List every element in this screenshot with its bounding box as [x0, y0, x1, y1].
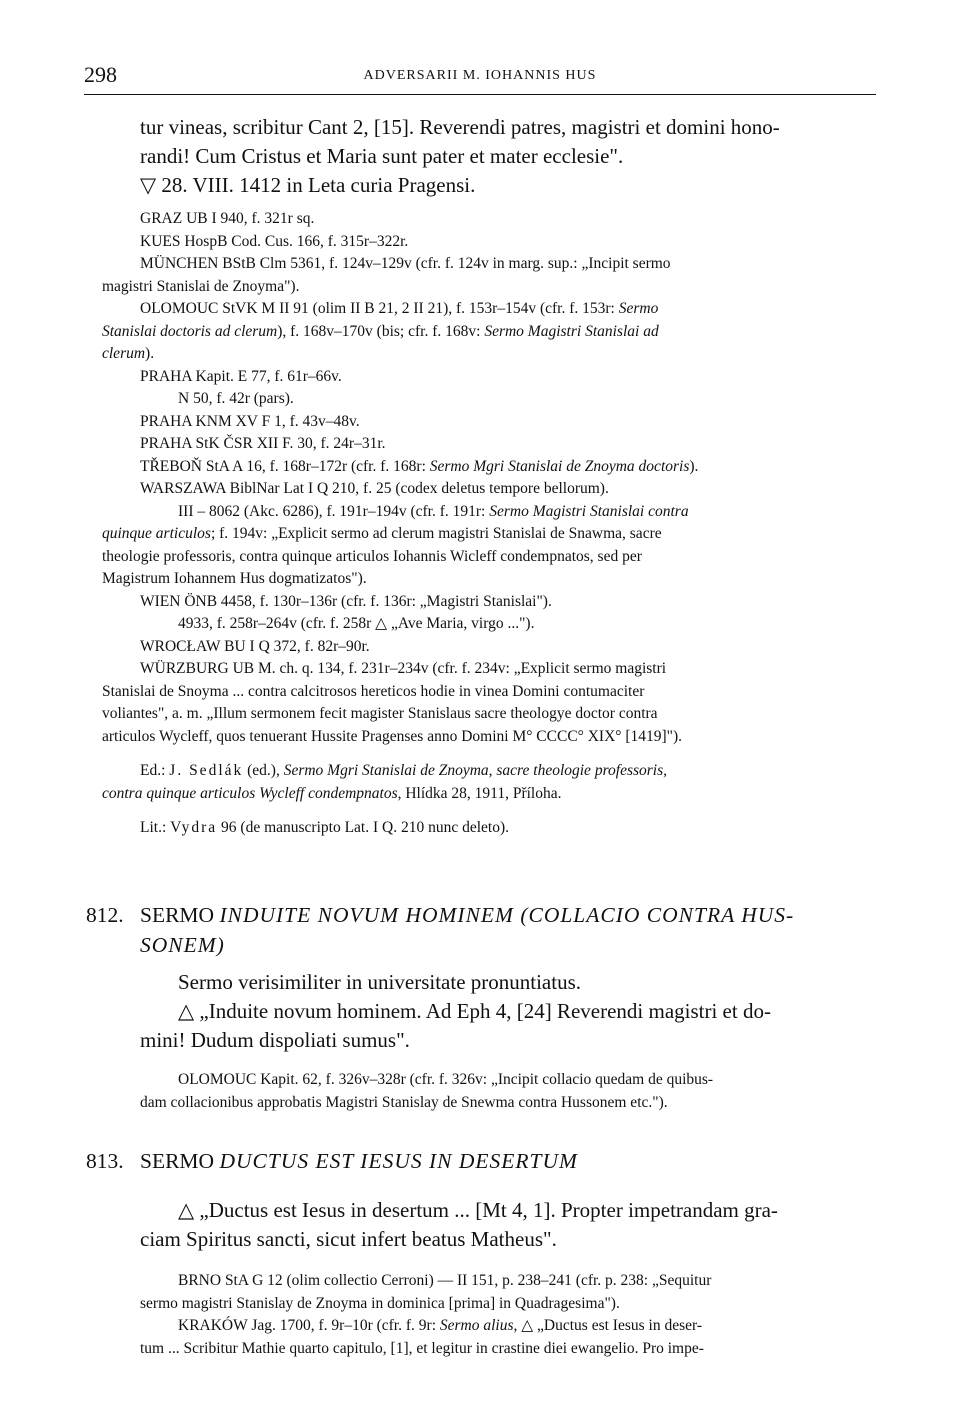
manuscript-line: PRAHA KNM XV F 1, f. 43v–48v.: [140, 412, 360, 430]
manuscript-line: 4933, f. 258r–264v (cfr. f. 258r △ „Ave Maria, virgo ...").: [178, 615, 535, 632]
text-line: voliantes", a. m. „Illum sermonem fecit magister Stanislaus sacre theologye doctor contra: [102, 705, 658, 722]
text-line: randi! Cum Cristus et Maria sunt pater et mater ecclesie".: [140, 144, 624, 168]
manuscript-line: WROCŁAW BU I Q 372, f. 82r–90r.: [140, 637, 370, 655]
manuscript-line: tum ... Scribitur Mathie quarto capitulo, [1], et legitur in crastine diei ewangelio. Pro impe-: [140, 1339, 704, 1357]
text-line: theologie professoris, contra quinque articulos Iohannis Wicleff condempnatos, sed per: [102, 547, 642, 565]
italic-title: Sermo Magistri Stanislai contra: [489, 502, 689, 520]
text-line: WÜRZBURG UB M. ch. q. 134, f. 231r–234v (cfr. f. 234v: „Explicit sermo magistri: [140, 660, 667, 677]
entry-811-continuation: [102, 113, 878, 840]
text-line: tur vineas, scribitur Cant 2, [15]. Reverendi patres, magistri et domini hono-: [140, 115, 780, 139]
manuscript-warszawa-iii: [102, 501, 878, 591]
text-span: ).: [689, 457, 699, 475]
entry-body: [140, 1196, 878, 1360]
editor-name: J. Sedlák: [169, 762, 244, 779]
text-span: SERMO: [140, 1149, 220, 1173]
text-span: (ed.),: [243, 762, 284, 779]
italic-title: Sermo: [618, 300, 659, 317]
entry-body: [140, 968, 878, 1114]
italic-title: INDUITE NOVUM HOMINEM (COLLACIO CONTRA HUS-: [219, 903, 795, 927]
text-line: [140, 501, 878, 524]
manuscript-line: PRAHA StK ČSR XII F. 30, f. 24r–31r.: [140, 435, 386, 452]
date-line: ▽ 28. VIII. 1412 in Leta curia Pragensi.: [140, 173, 476, 197]
manuscript-line: N 50, f. 42r (pars).: [178, 390, 294, 407]
entry-number: 812.: [86, 903, 124, 927]
text-span: KRAKÓW Jag. 1700, f. 9r–10r (cfr. f. 9r:: [178, 1317, 440, 1334]
text-line: [102, 523, 878, 546]
italic-title: clerum: [102, 345, 146, 362]
text-line: [102, 321, 878, 344]
entry-title: [140, 900, 878, 930]
manuscript-line: [140, 1315, 878, 1338]
manuscript-line: GRAZ UB I 940, f. 321r sq.: [140, 210, 315, 227]
italic-title: Sermo Mgri Stanislai de Znoyma doctoris: [429, 457, 690, 475]
entry-number: 813.: [86, 1149, 124, 1173]
incipit-line: △ „Induite novum hominem. Ad Eph 4, [24] Reverendi magistri et do-: [178, 999, 771, 1023]
text-line: articulos Wycleff, quos tenuerant Hussite Pragenses anno Domini M° CCCC° XIX° [1419]").: [102, 727, 683, 745]
text-line: [102, 783, 878, 806]
entry-title: [140, 1146, 878, 1176]
manuscript-line: KUES HospB Cod. Cus. 166, f. 315r–322r.: [140, 232, 409, 250]
incipit-line: ciam Spiritus sancti, sicut infert beatus Matheus".: [140, 1227, 557, 1251]
italic-title: contra quinque articulos Wycleff condempnatos: [102, 784, 398, 802]
manuscript-line: [140, 456, 878, 479]
manuscript-line: OLOMOUC Kapit. 62, f. 326v–328r (cfr. f. 326v: „Incipit collacio quedam de quibus-: [178, 1071, 714, 1088]
entry-title: [140, 930, 878, 960]
italic-title: Sermo Mgri Stanislai de Znoyma, sacre theologie professoris,: [283, 762, 668, 779]
running-title: ADVERSARII M. IOHANNIS HUS: [363, 68, 597, 83]
text-span: ), f. 168v–170v (bis; cfr. f. 168v:: [277, 322, 485, 340]
manuscript-olomouc: [102, 298, 878, 366]
text-line: [140, 298, 878, 321]
header-rule: [84, 94, 876, 95]
italic-title: DUCTUS EST IESUS IN DESERTUM: [219, 1149, 578, 1173]
text-span: OLOMOUC StVK M II 91 (olim II B 21, 2 II 21), f. 153r–154v (cfr. f. 153r:: [140, 300, 619, 317]
manuscript-wurzburg: [102, 658, 878, 748]
text-line: Magistrum Iohannem Hus dogmatizatos").: [102, 570, 367, 587]
text-span: ).: [145, 345, 155, 362]
author-name: Vydra: [170, 819, 218, 836]
description-line: Sermo verisimiliter in universitate pronuntiatus.: [178, 970, 582, 994]
entry-813: [86, 1146, 878, 1360]
italic-title: Sermo Magistri Stanislai ad: [484, 322, 659, 340]
incipit-line: △ „Ductus est Iesus in desertum ... [Mt 4, 1]. Propter impetrandam gra-: [178, 1198, 778, 1222]
edition-note: [102, 760, 878, 805]
text-span: TŘEBOŇ StA A 16, f. 168r–172r (cfr. f. 168r:: [140, 457, 430, 475]
italic-title: Sermo alius: [439, 1317, 514, 1334]
text-line: [140, 760, 878, 783]
text-span: Lit.:: [140, 819, 171, 836]
italic-title: Stanislai doctoris ad clerum: [102, 322, 278, 340]
italic-title: SONEM): [140, 933, 225, 957]
manuscript-line: sermo magistri Stanislay de Znoyma in dominica [prima] in Quadragesima").: [140, 1294, 620, 1312]
text-span: , Hlídka 28, 1911, Příloha.: [397, 784, 562, 802]
text-line: [102, 343, 878, 366]
incipit-line: mini! Dudum dispoliati sumus".: [140, 1028, 410, 1052]
entry-heading: [86, 900, 878, 960]
manuscript-line: PRAHA Kapit. E 77, f. 61r–66v.: [140, 367, 342, 385]
text-line: Stanislai de Snoyma ... contra calcitrosos hereticos hodie in vinea Domini contumaciter: [102, 682, 645, 700]
text-span: SERMO: [140, 903, 220, 927]
manuscript-line: dam collacionibus approbatis Magistri Stanislay de Snewma contra Hussonem etc.").: [140, 1093, 668, 1111]
entry-heading: [86, 1146, 878, 1176]
manuscript-line: BRNO StA G 12 (olim collectio Cerroni) — II 151, p. 238–241 (cfr. p. 238: „Sequitur: [178, 1272, 712, 1289]
text-span: , △ „Ductus est Iesus in deser-: [513, 1317, 703, 1334]
manuscript-munchen: [102, 253, 878, 298]
text-span: Ed.:: [140, 762, 170, 779]
entry-812: [86, 900, 878, 1114]
manuscript-line: WARSZAWA BiblNar Lat I Q 210, f. 25 (codex deletus tempore bellorum).: [140, 480, 609, 497]
literature-note: [140, 817, 878, 840]
running-header: [84, 56, 876, 96]
text-span: 96 (de manuscripto Lat. I Q. 210 nunc deleto).: [217, 819, 510, 836]
page-number: 298: [84, 62, 117, 87]
italic-title: quinque articulos: [102, 525, 211, 542]
text-span: ; f. 194v: „Explicit sermo ad clerum magistri Stanislai de Snawma, sacre: [210, 525, 662, 542]
text-span: III – 8062 (Akc. 6286), f. 191r–194v (cfr. f. 191r:: [178, 502, 490, 520]
text-line: magistri Stanislai de Znoyma").: [102, 277, 300, 295]
text-line: MÜNCHEN BStB Clm 5361, f. 124v–129v (cfr. f. 124v in marg. sup.: „Incipit sermo: [140, 255, 671, 272]
manuscript-line: WIEN ÖNB 4458, f. 130r–136r (cfr. f. 136r: „Magistri Stanislai").: [140, 592, 552, 610]
